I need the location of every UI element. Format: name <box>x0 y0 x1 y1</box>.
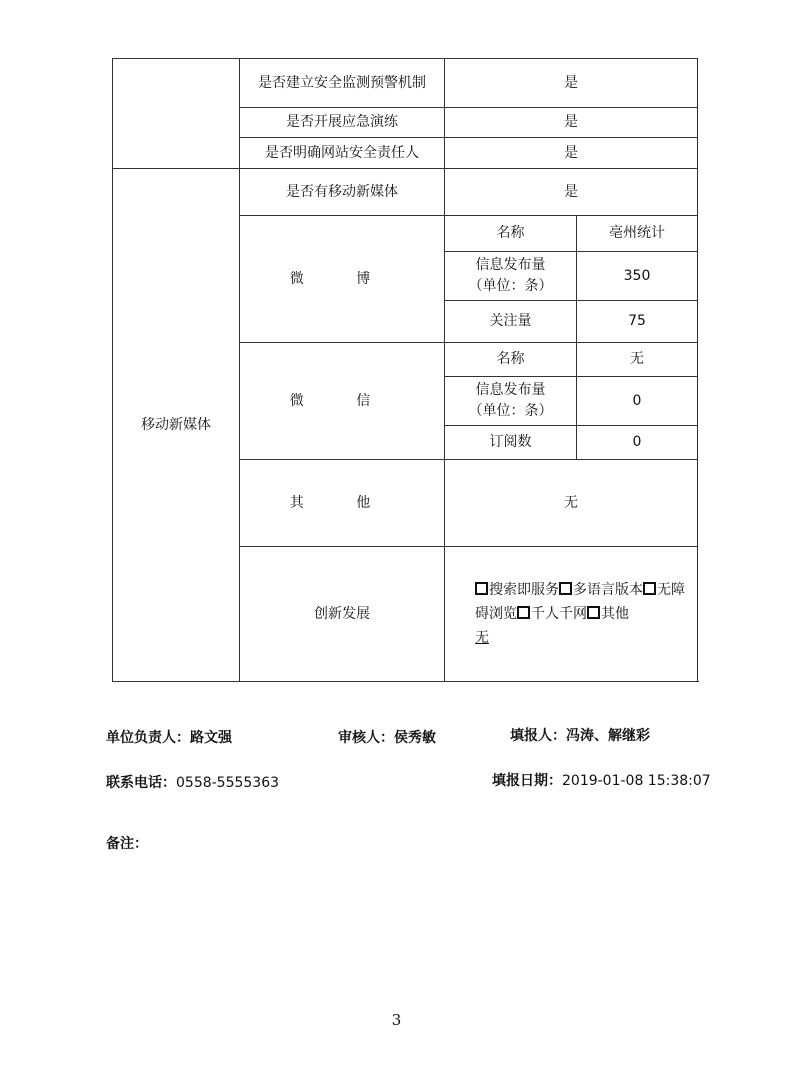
security-responsible-label: 是否明确网站安全责任人 <box>240 138 445 169</box>
security-section-cell <box>113 59 240 169</box>
security-responsible-value: 是 <box>445 138 698 169</box>
has-mobile-media-value: 是 <box>445 169 698 216</box>
other-innovation-value: 无 <box>475 630 489 646</box>
warning-mechanism-value: 是 <box>445 59 698 108</box>
remarks-label: 备注： <box>106 836 148 852</box>
wechat-label: 微 信 <box>240 343 445 460</box>
unit-head-label: 单位负责人： <box>106 730 190 746</box>
option-multilingual: 多语言版本 <box>573 582 643 598</box>
filler-line <box>510 725 650 745</box>
unit-head-line <box>106 727 232 747</box>
emergency-drill-label: 是否开展应急演练 <box>240 108 445 138</box>
reviewer-line <box>338 727 436 747</box>
weibo-label: 微 博 <box>240 216 445 343</box>
emergency-drill-value: 是 <box>445 108 698 138</box>
wechat-posts-label-line1: 信息发布量 <box>475 382 546 398</box>
weibo-name-label: 名称 <box>445 216 577 252</box>
innovation-options <box>445 547 698 682</box>
wechat-subs-label: 订阅数 <box>445 426 577 460</box>
wechat-subs-value: 0 <box>577 426 698 460</box>
date-line <box>492 770 711 790</box>
weibo-follow-label: 关注量 <box>445 301 577 343</box>
option-search-service: 搜索即服务 <box>489 582 559 598</box>
warning-mechanism-label: 是否建立安全监测预警机制 <box>240 59 445 108</box>
other-media-value: 无 <box>445 460 698 547</box>
checkbox-icon[interactable] <box>517 606 530 619</box>
page-number: 3 <box>391 1011 402 1029</box>
filler-value: 冯涛、解继彩 <box>566 728 650 744</box>
innovation-section-label: 创新发展 <box>240 547 445 682</box>
date-label: 填报日期： <box>492 773 562 789</box>
weibo-posts-label <box>445 252 577 301</box>
wechat-name-value: 无 <box>577 343 698 377</box>
wechat-posts-label-line2: （单位：条） <box>468 403 553 419</box>
wechat-name-label: 名称 <box>445 343 577 377</box>
wechat-posts-label <box>445 377 577 426</box>
phone-value: 0558-5555363 <box>176 775 280 791</box>
weibo-posts-label-line2: （单位：条） <box>468 278 553 294</box>
option-personalized: 千人千网 <box>531 606 587 622</box>
has-mobile-media-label: 是否有移动新媒体 <box>240 169 445 216</box>
option-accessibility: 无障碍浏览 <box>475 582 685 622</box>
reviewer-label: 审核人： <box>338 730 394 746</box>
filler-label: 填报人： <box>510 728 566 744</box>
unit-head-value: 路文强 <box>190 730 232 746</box>
weibo-name-value: 亳州统计 <box>577 216 698 252</box>
checkbox-icon[interactable] <box>475 582 488 595</box>
weibo-posts-label-line1: 信息发布量 <box>475 257 546 273</box>
report-table <box>112 58 698 682</box>
checkbox-icon[interactable] <box>587 606 600 619</box>
date-value: 2019-01-08 15:38:07 <box>562 773 711 789</box>
phone-label: 联系电话： <box>106 775 176 791</box>
mobile-media-section-label: 移动新媒体 <box>113 169 240 682</box>
phone-line <box>106 772 279 792</box>
weibo-follow-value: 75 <box>577 301 698 343</box>
weibo-posts-value: 350 <box>577 252 698 301</box>
reviewer-value: 侯秀敏 <box>394 730 436 746</box>
wechat-posts-value: 0 <box>577 377 698 426</box>
option-other: 其他 <box>601 606 629 622</box>
other-media-label: 其 他 <box>240 460 445 547</box>
checkbox-icon[interactable] <box>643 582 656 595</box>
checkbox-icon[interactable] <box>559 582 572 595</box>
